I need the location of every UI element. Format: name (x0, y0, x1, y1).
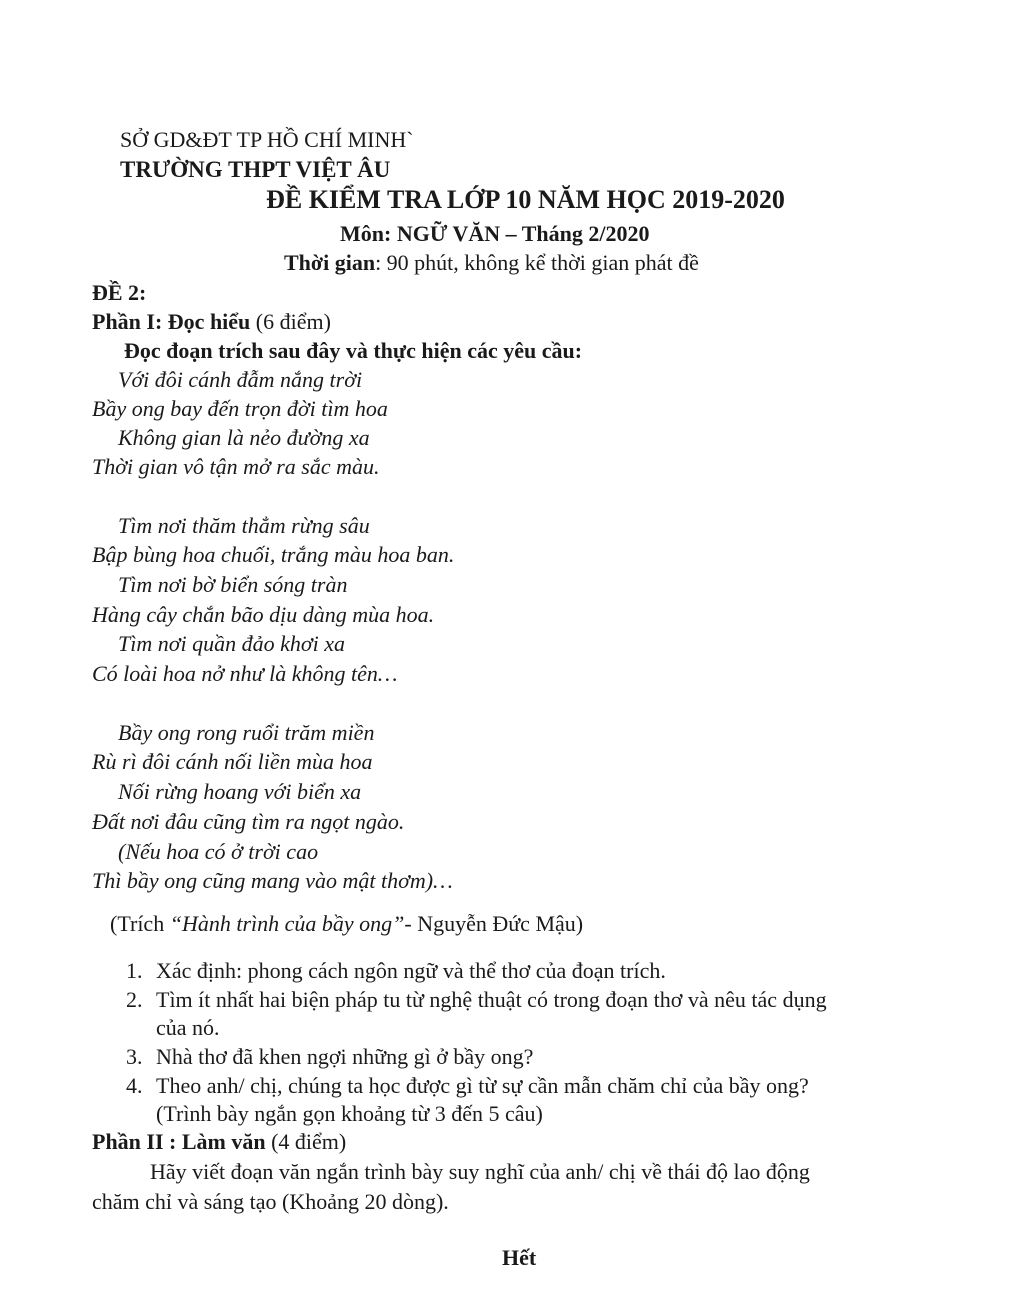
subject-line (340, 220, 649, 248)
poem-line: Có loài hoa nở như là không tên… (92, 661, 398, 686)
poem-line: Rù rì đôi cánh nối liền mùa hoa (92, 749, 373, 774)
question-text: Xác định: phong cách ngôn ngữ và thể thơ của đoạn trích. (156, 958, 666, 983)
question-text: của nó. (156, 1015, 220, 1040)
part1-title: Phần I: Đọc hiểu (92, 309, 251, 334)
time-line (284, 249, 699, 277)
question-number: 4. (126, 1073, 143, 1098)
poem-line: Thì bầy ong cũng mang vào mật thơm)… (92, 868, 453, 893)
part2-title: Phần II : Làm văn (92, 1129, 266, 1154)
poem-line: Hàng cây chắn bão dịu dàng mùa hoa. (92, 602, 435, 627)
part1-heading (92, 308, 331, 336)
source-author: - Nguyễn Đức Mậu) (404, 911, 584, 936)
question-text: (Trình bày ngắn gọn khoảng từ 3 đến 5 câu) (156, 1101, 543, 1126)
poem-line: Bầy ong rong ruổi trăm miền (118, 720, 375, 745)
part2-points: (4 điểm) (265, 1129, 347, 1154)
time-value: : 90 phút, không kể thời gian phát đề (375, 250, 699, 275)
time-label: Thời gian (284, 250, 376, 275)
question-text: Theo anh/ chị, chúng ta học được gì từ sự cần mẫn chăm chỉ của bầy ong? (156, 1073, 809, 1098)
part2-task: Hãy viết đoạn văn ngắn trình bày suy nghĩ của anh/ chị về thái độ lao động (150, 1159, 810, 1184)
question-text: Tìm ít nhất hai biện pháp tu từ nghệ thuật có trong đoạn thơ và nêu tác dụng (156, 987, 827, 1012)
exam-title: ĐỀ KIỂM TRA LỚP 10 NĂM HỌC 2019-2020 (266, 185, 785, 214)
question-number: 2. (126, 987, 143, 1012)
poem-line: Bập bùng hoa chuối, trắng màu hoa ban. (92, 542, 455, 567)
part2-heading (92, 1128, 346, 1156)
poem-line: Bầy ong bay đến trọn đời tìm hoa (92, 396, 388, 421)
question-number: 1. (126, 958, 143, 983)
part1-points: (6 điểm) (250, 309, 331, 334)
exam-code: ĐỀ 2: (92, 280, 147, 305)
poem-source (110, 910, 583, 938)
subject-value: NGỮ VĂN – Tháng 2/2020 (396, 221, 650, 246)
part1-instruction: Đọc đoạn trích sau đây và thực hiện các yêu cầu: (124, 338, 583, 363)
poem-line: Với đôi cánh đẫm nắng trời (118, 367, 363, 392)
poem-line: (Nếu hoa có ở trời cao (118, 839, 319, 864)
school-name: TRƯỜNG THPT VIỆT ÂU (120, 157, 391, 182)
part2-task: chăm chỉ và sáng tạo (Khoảng 20 dòng). (92, 1189, 449, 1214)
question-number: 3. (126, 1044, 143, 1069)
poem-line: Đất nơi đâu cũng tìm ra ngọt ngào. (92, 809, 405, 834)
poem-line: Không gian là nẻo đường xa (118, 425, 370, 450)
source-prefix: (Trích (110, 911, 170, 936)
poem-line: Tìm nơi quần đảo khơi xa (118, 631, 345, 656)
poem-line: Tìm nơi thăm thẳm rừng sâu (118, 513, 370, 538)
department-name: SỞ GD&ĐT TP HỒ CHÍ MINH` (120, 127, 414, 152)
subject-label: Môn: (340, 221, 392, 246)
poem-line: Tìm nơi bờ biển sóng tràn (118, 572, 348, 597)
end-marker: Hết (502, 1245, 537, 1270)
poem-line: Thời gian vô tận mở ra sắc màu. (92, 454, 380, 479)
poem-line: Nối rừng hoang với biển xa (118, 779, 362, 804)
question-text: Nhà thơ đã khen ngợi những gì ở bầy ong? (156, 1044, 534, 1069)
source-work: “Hành trình của bầy ong” (169, 911, 405, 936)
